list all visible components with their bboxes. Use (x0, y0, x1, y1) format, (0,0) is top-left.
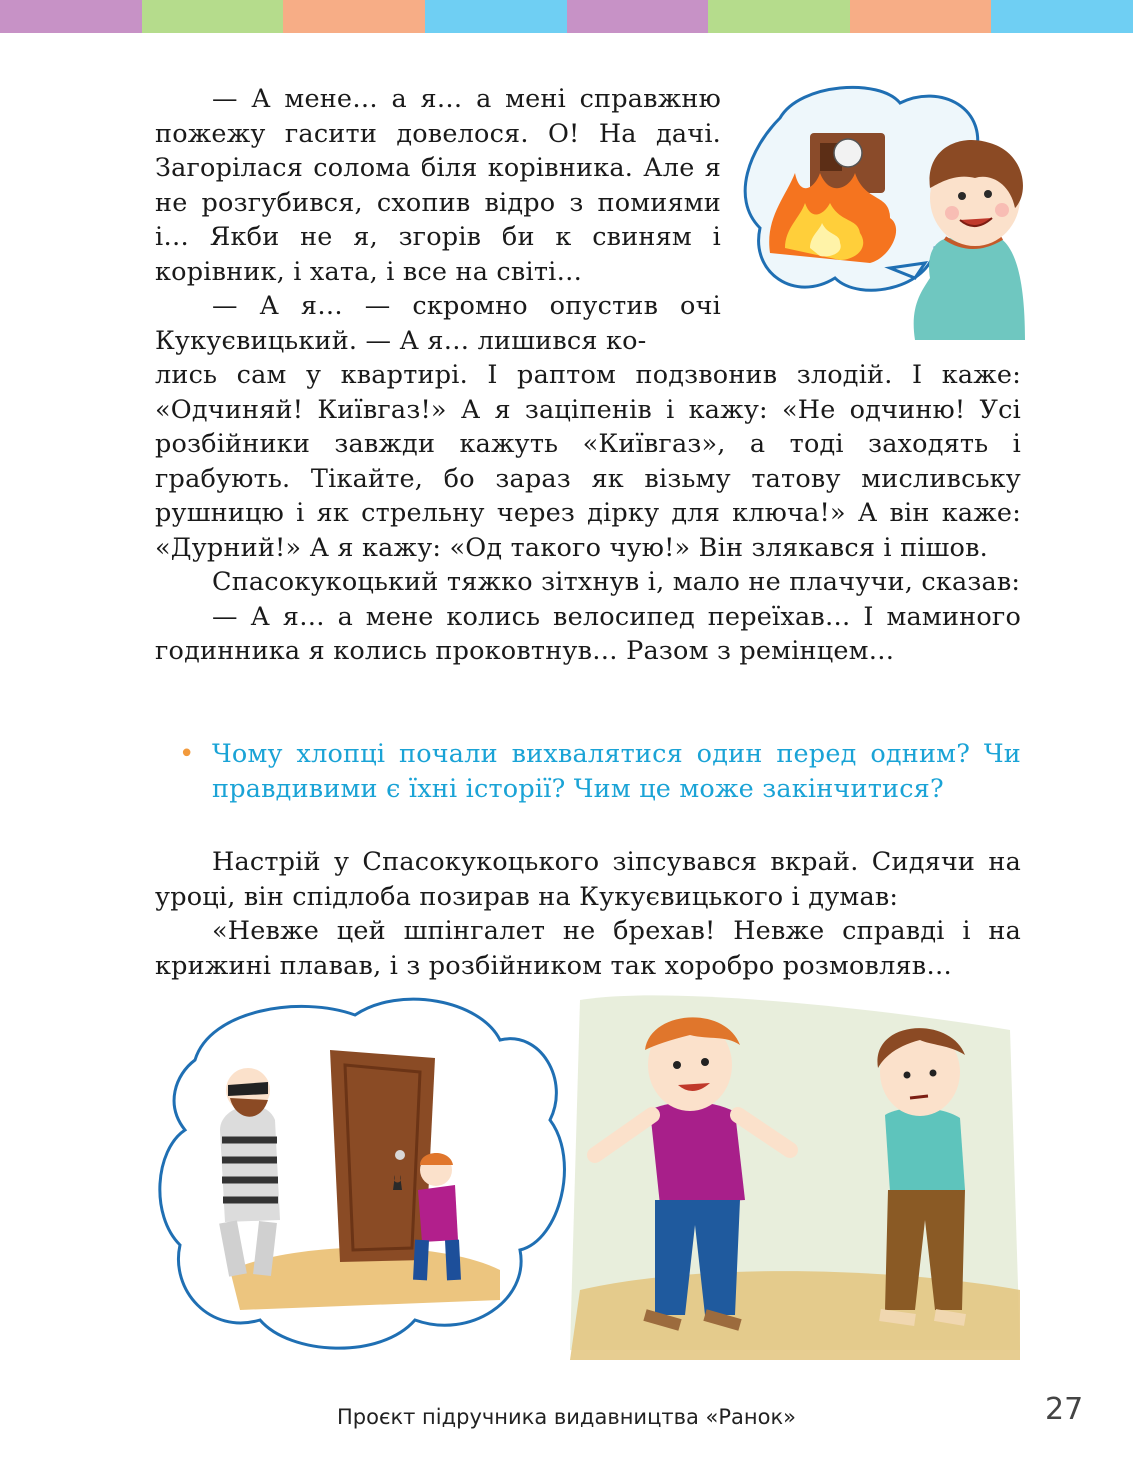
question-block (155, 737, 1021, 806)
color-segment (283, 0, 425, 33)
paragraph: лись сам у квартирі. І раптом подзвонив злодій. І каже: «Одчиняй! Київгаз!» А я заціпенів і кажу: «Не одчиню! Усі розбійники завжди кажуть «Київгаз», а тоді заходять і грабують. Тікайте, бо зараз як візьму татову мисливську рушницю і як стрельну через дірку для ключа!» А він каже: «Дурний!» А я кажу: «Од такого чую!» Він злякався і пішов. (155, 360, 1021, 563)
story-text-wide (155, 358, 1021, 669)
paragraph: — А я… — скромно опустив очі Кукуєвицький. — А я… лишився ко- (155, 291, 721, 356)
color-segment (425, 0, 567, 33)
top-color-bar (0, 0, 1133, 33)
question-text: Чому хлопці почали вихвалятися один перед одним? Чи правдивими є їхні історії? Чим це може закінчитися? (212, 739, 1021, 804)
paragraph: Спасокукоцький тяжко зітхнув і, мало не плачучи, сказав: (212, 567, 1021, 597)
page-number: 27 (1045, 1392, 1084, 1427)
story-text-continued (155, 845, 1021, 983)
boys-and-burglar-illustration (150, 990, 1020, 1360)
color-segment (142, 0, 284, 33)
color-segment (850, 0, 992, 33)
paragraph: — А мене… а я… а мені справжню пожежу гасити довелося. О! На дачі. Загорілася солома біля корівника. Але я не розгубився, схопив відро з помиями і… Якби не я, згорів би к свиням і корівник, і хата, і все на світі… (155, 84, 721, 287)
paragraph: Настрій у Спасокукоцького зіпсувався вкрай. Сидячи на уроці, він спідлоба позирав на Кукуєвицького і думав: (155, 847, 1021, 912)
color-segment (991, 0, 1133, 33)
color-segment (567, 0, 709, 33)
bullet-icon: • (179, 739, 195, 769)
color-segment (708, 0, 850, 33)
footer-project-note: Проєкт підручника видавництва «Ранок» (336, 1405, 797, 1429)
paragraph: — А я… а мене колись велосипед переїхав… І маминого годинника я колись проковтнув… Разом з ремінцем… (155, 601, 1021, 666)
color-segment (0, 0, 142, 33)
story-text-narrow (155, 82, 721, 358)
fire-thought-bubble-illustration (740, 78, 1030, 340)
paragraph: «Невже цей шпінгалет не брехав! Невже справді і на крижині плавав, і з розбійником так хоробро розмовляв… (155, 916, 1021, 981)
